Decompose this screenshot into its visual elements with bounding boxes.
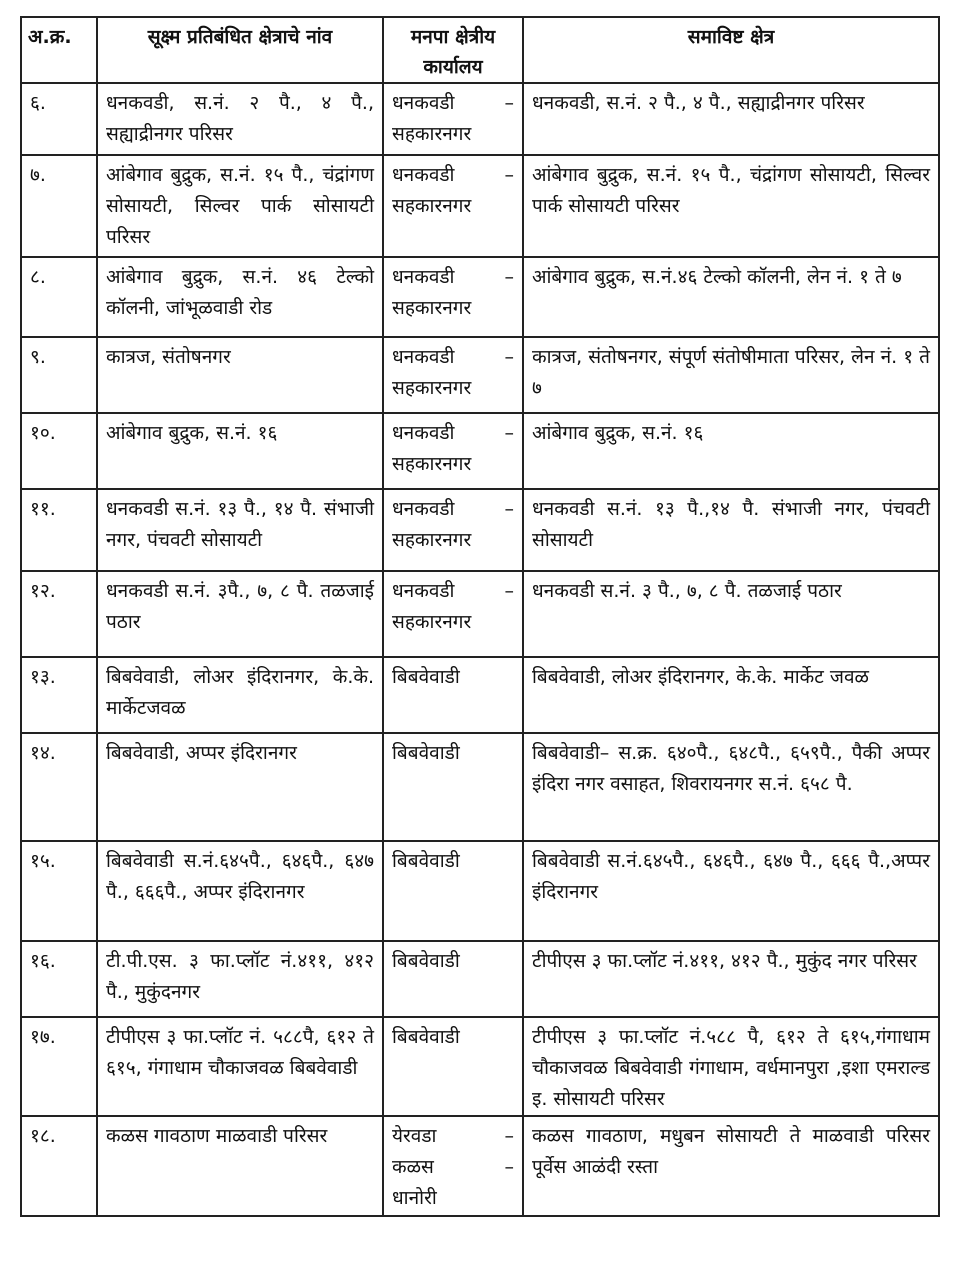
office-name: सहकारनगर [392,297,472,319]
row-zone-name: आंबेगाव बुद्रुक, स.नं. १६ [97,413,383,489]
office-line [392,342,514,373]
table-header-row [21,17,939,83]
office-dash [508,662,514,693]
row-zone-name: आंबेगाव बुद्रुक, स.नं. १५ पै., चंद्रांगण सोसायटी, सिल्वर पार्क सोसायटी परिसर [97,155,383,257]
row-areas: कळस गावठाण, मधुबन सोसायटी ते माळवाडी परिसर पूर्वेस आळंदी रस्ता [523,1116,939,1216]
table-row [21,1116,939,1216]
row-office [383,257,523,337]
office-name: धनकवडी [392,580,455,602]
row-office [383,337,523,413]
office-line [392,662,514,693]
row-serial: ९. [21,337,97,413]
table-row [21,733,939,841]
office-name: कळस [392,1156,434,1178]
row-areas: बिबवेवाडी, लोअर इंदिरानगर, के.के. मार्केट जवळ [523,657,939,733]
office-dash [508,1183,514,1214]
office-line [392,576,514,607]
row-office [383,733,523,841]
office-line [392,373,514,404]
table-row [21,337,939,413]
office-dash [508,1022,514,1053]
office-line [392,191,514,222]
office-line [392,293,514,324]
row-areas: धनकवडी स.नं. ३ पै., ७, ८ पै. तळजाई पठार [523,571,939,657]
row-zone-name: टी.पी.एस. ३ फा.प्लॉट नं.४११, ४१२ पै., मुकुंदनगर [97,941,383,1017]
office-dash [508,738,514,769]
table-row [21,257,939,337]
office-dash [508,373,514,404]
row-office [383,83,523,155]
row-serial: १८. [21,1116,97,1216]
row-areas: टीपीएस ३ फा.प्लॉट नं.४११, ४१२ पै., मुकुंद नगर परिसर [523,941,939,1017]
office-line [392,449,514,480]
row-serial: १०. [21,413,97,489]
office-name: सहकारनगर [392,611,472,633]
office-line [392,262,514,293]
row-serial: १७. [21,1017,97,1116]
office-dash: – [504,346,514,368]
table-row [21,155,939,257]
office-dash: – [504,580,514,602]
office-name: सहकारनगर [392,377,472,399]
office-line [392,1152,514,1183]
row-serial: ८. [21,257,97,337]
office-name: येरवडा [392,1125,437,1147]
row-serial: १६. [21,941,97,1017]
row-serial: ७. [21,155,97,257]
row-zone-name: बिबवेवाडी, लोअर इंदिरानगर, के.के. मार्केटजवळ [97,657,383,733]
row-office [383,155,523,257]
table-row [21,83,939,155]
office-name: बिबवेवाडी [392,850,460,872]
office-dash [508,119,514,150]
row-office [383,841,523,941]
office-line [392,494,514,525]
office-dash: – [504,422,514,444]
office-line [392,738,514,769]
office-name: बिबवेवाडी [392,742,460,764]
office-name: धनकवडी [392,266,455,288]
row-office [383,1116,523,1216]
office-name: सहकारनगर [392,123,472,145]
row-zone-name: बिबवेवाडी स.नं.६४५पै., ६४६पै., ६४७ पै., ६६६पै., अप्पर इंदिरानगर [97,841,383,941]
office-dash: – [504,92,514,114]
row-zone-name: कळस गावठाण माळवाडी परिसर [97,1116,383,1216]
office-line [392,846,514,877]
row-zone-name: टीपीएस ३ फा.प्लॉट नं. ५८८पै, ६१२ ते ६१५, गंगाधाम चौकाजवळ बिबवेवाडी [97,1017,383,1116]
office-name: धानोरी [392,1187,437,1209]
row-serial: १५. [21,841,97,941]
header-serial: अ.क्र. [21,17,97,83]
row-areas: बिबवेवाडी स.नं.६४५पै., ६४६पै., ६४७ पै., ६६६ पै.,अप्पर इंदिरानगर [523,841,939,941]
office-name: धनकवडी [392,498,455,520]
row-serial: ६. [21,83,97,155]
office-dash: – [504,1125,514,1147]
office-dash [508,525,514,556]
table-row [21,841,939,941]
office-line [392,525,514,556]
row-office [383,1017,523,1116]
row-office [383,941,523,1017]
table-row [21,657,939,733]
office-dash: – [504,266,514,288]
table-row [21,941,939,1017]
row-areas: आंबेगाव बुद्रुक, स.नं.४६ टेल्को कॉलनी, लेन नं. १ ते ७ [523,257,939,337]
office-line [392,119,514,150]
table-row [21,489,939,571]
row-zone-name: धनकवडी, स.नं. २ पै., ४ पै., सह्याद्रीनगर परिसर [97,83,383,155]
row-serial: ११. [21,489,97,571]
office-line [392,607,514,638]
row-areas: आंबेगाव बुद्रुक, स.नं. १६ [523,413,939,489]
office-dash [508,293,514,324]
office-dash [508,846,514,877]
office-line [392,418,514,449]
row-serial: १२. [21,571,97,657]
office-dash: – [504,1156,514,1178]
office-dash: – [504,498,514,520]
office-dash [508,607,514,638]
office-line [392,160,514,191]
office-line [392,88,514,119]
header-areas: समाविष्ट क्षेत्र [523,17,939,83]
containment-zone-table [20,16,940,1217]
office-name: धनकवडी [392,92,455,114]
office-name: बिबवेवाडी [392,950,460,972]
row-zone-name: धनकवडी स.नं. १३ पै., १४ पै. संभाजी नगर, पंचवटी सोसायटी [97,489,383,571]
office-name: सहकारनगर [392,195,472,217]
row-serial: १३. [21,657,97,733]
table-row [21,413,939,489]
row-office [383,571,523,657]
header-zone-name: सूक्ष्म प्रतिबंधित क्षेत्राचे नांव [97,17,383,83]
office-line [392,946,514,977]
row-serial: १४. [21,733,97,841]
office-name: बिबवेवाडी [392,666,460,688]
office-dash: – [504,164,514,186]
office-name: धनकवडी [392,422,455,444]
row-areas: टीपीएस ३ फा.प्लॉट नं.५८८ पै, ६१२ ते ६१५,गंगाधाम चौकाजवळ बिबवेवाडी गंगाधाम, वर्धमानपुरा ,इशा एमराल्ड इ. सोसायटी परिसर [523,1017,939,1116]
table-body [21,83,939,1216]
office-name: धनकवडी [392,346,455,368]
office-line [392,1183,514,1214]
office-line [392,1121,514,1152]
office-line [392,1022,514,1053]
office-name: बिबवेवाडी [392,1026,460,1048]
office-name: सहकारनगर [392,529,472,551]
row-areas: धनकवडी स.नं. १३ पै.,१४ पै. संभाजी नगर, पंचवटी सोसायटी [523,489,939,571]
table-row [21,1017,939,1116]
office-dash [508,191,514,222]
row-office [383,413,523,489]
row-zone-name: कात्रज, संतोषनगर [97,337,383,413]
row-areas: धनकवडी, स.नं. २ पै., ४ पै., सह्याद्रीनगर परिसर [523,83,939,155]
row-zone-name: बिबवेवाडी, अप्पर इंदिरानगर [97,733,383,841]
table-row [21,571,939,657]
row-areas: बिबवेवाडी– स.क्र. ६४०पै., ६४८पै., ६५९पै., पैकी अप्पर इंदिरा नगर वसाहत, शिवरायनगर स.नं. ६५८ पै. [523,733,939,841]
office-name: सहकारनगर [392,453,472,475]
office-dash [508,449,514,480]
row-zone-name: धनकवडी स.नं. ३पै., ७, ८ पै. तळजाई पठार [97,571,383,657]
header-office: मनपा क्षेत्रीय कार्यालय [383,17,523,83]
row-office [383,657,523,733]
row-zone-name: आंबेगाव बुद्रुक, स.नं. ४६ टेल्को कॉलनी, जांभूळवाडी रोड [97,257,383,337]
row-office [383,489,523,571]
row-areas: आंबेगाव बुद्रुक, स.नं. १५ पै., चंद्रांगण सोसायटी, सिल्वर पार्क सोसायटी परिसर [523,155,939,257]
row-areas: कात्रज, संतोषनगर, संपूर्ण संतोषीमाता परिसर, लेन नं. १ ते ७ [523,337,939,413]
office-name: धनकवडी [392,164,455,186]
office-dash [508,946,514,977]
